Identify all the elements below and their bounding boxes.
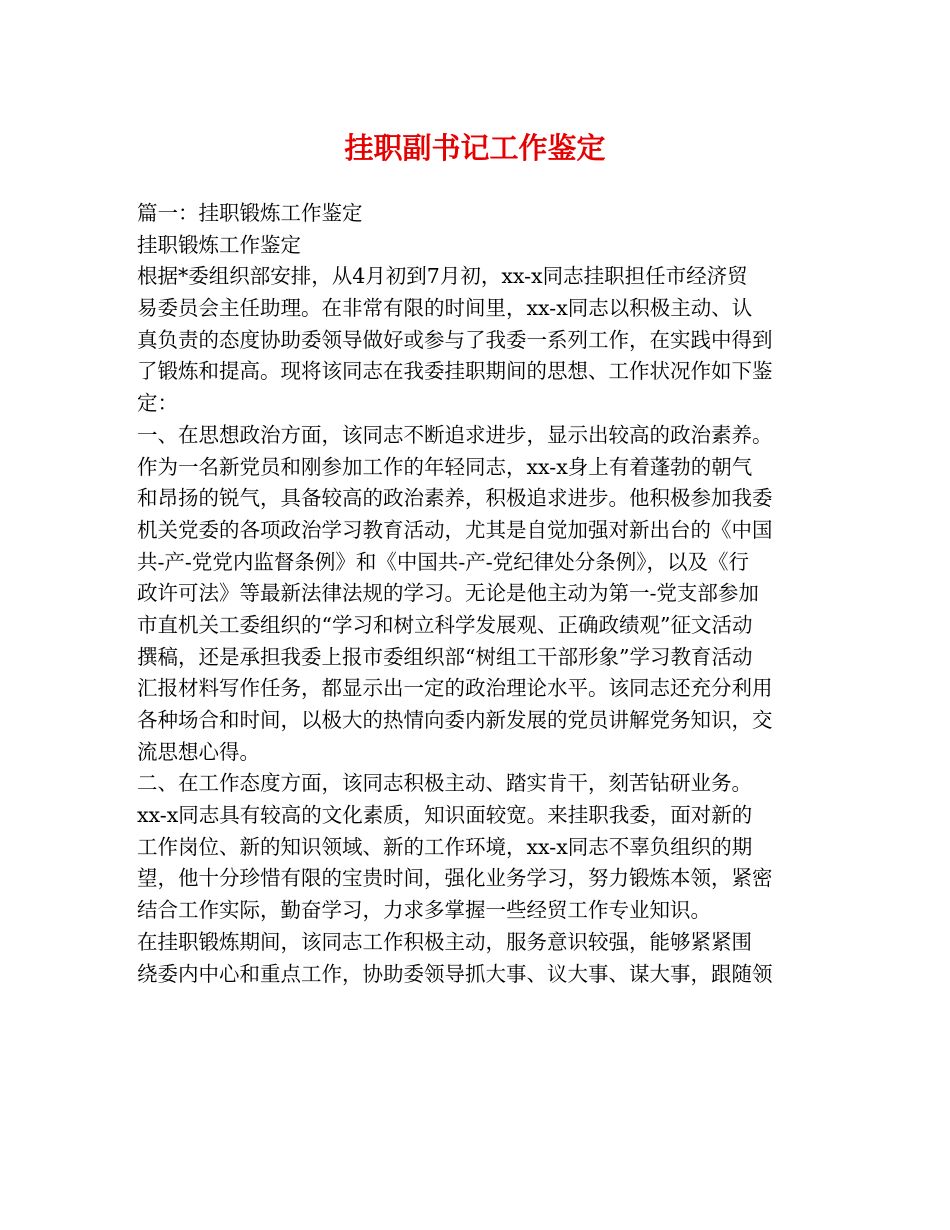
paragraph-line: 作为一名新党员和刚参加工作的年轻同志，xx-x身上有着蓬勃的朝气 (137, 454, 753, 479)
paragraph-line: 政许可法》等最新法律法规的学习。无论是他主动为第一-党支部参加 (137, 581, 759, 606)
paragraph-line: 定： (137, 391, 178, 416)
paragraph-line: 流思想心得。 (137, 739, 260, 764)
paragraph-line: 易委员会主任助理。在非常有限的时间里，xx-x同志以积极主动、认 (137, 296, 753, 321)
document-title: 挂职副书记工作鉴定 (344, 131, 606, 165)
paragraph-line: xx-x同志具有较高的文化素质，知识面较宽。来挂职我委，面对新的 (137, 803, 753, 828)
paragraph-line: 在挂职锻炼期间，该同志工作积极主动，服务意识较强，能够紧紧围 (137, 929, 752, 954)
section-heading: 篇一：挂职锻炼工作鉴定 (137, 201, 363, 225)
document-body (137, 198, 813, 990)
paragraph-line: 机关党委的各项政治学习教育活动，尤其是自觉加强对新出台的《中国 (137, 517, 773, 542)
paragraph-line: 汇报材料写作任务，都显示出一定的政治理论水平。该同志还充分利用 (137, 676, 773, 701)
paragraph-line: 根据*委组织部安排，从4月初到7月初，xx-x同志挂职担任市经济贸 (137, 264, 748, 289)
paragraph-line: 市直机关工委组织的“学习和树立科学发展观、正确政绩观”征文活动 (137, 612, 753, 637)
paragraph-line: 二、在工作态度方面，该同志积极主动、踏实肯干，刻苦钻研业务。 (137, 771, 752, 796)
paragraph-line: 工作岗位、新的知识领域、新的工作环境，xx-x同志不辜负组织的期 (137, 834, 753, 859)
paragraph-line: 绕委内中心和重点工作，协助委领导抓大事、议大事、谋大事，跟随领 (137, 961, 773, 986)
subheading: 挂职锻炼工作鉴定 (137, 232, 301, 257)
paragraph-line: 望，他十分珍惜有限的宝贵时间，强化业务学习，努力锻炼本领，紧密 (137, 866, 773, 891)
paragraph-line: 各种场合和时间，以极大的热情向委内新发展的党员讲解党务知识，交 (137, 708, 773, 732)
paragraph-line: 共-产-党党内监督条例》和《中国共-产-党纪律处分条例》，以及《行 (137, 549, 749, 574)
paragraph-line: 真负责的态度协助委领导做好或参与了我委一系列工作，在实践中得到 (137, 327, 773, 352)
paragraph-line: 结合工作实际，勤奋学习，力求多掌握一些经贸工作专业知识。 (137, 898, 711, 923)
paragraph-line: 一、在思想政治方面，该同志不断追求进步，显示出较高的政治素养。 (137, 422, 773, 447)
paragraph-line: 了锻炼和提高。现将该同志在我委挂职期间的思想、工作状况作如下鉴 (137, 359, 773, 384)
paragraph-line: 和昂扬的锐气，具备较高的政治素养，积极追求进步。他积极参加我委 (137, 486, 773, 511)
paragraph-line: 撰稿，还是承担我委上报市委组织部“树组工干部形象”学习教育活动 (137, 644, 753, 669)
